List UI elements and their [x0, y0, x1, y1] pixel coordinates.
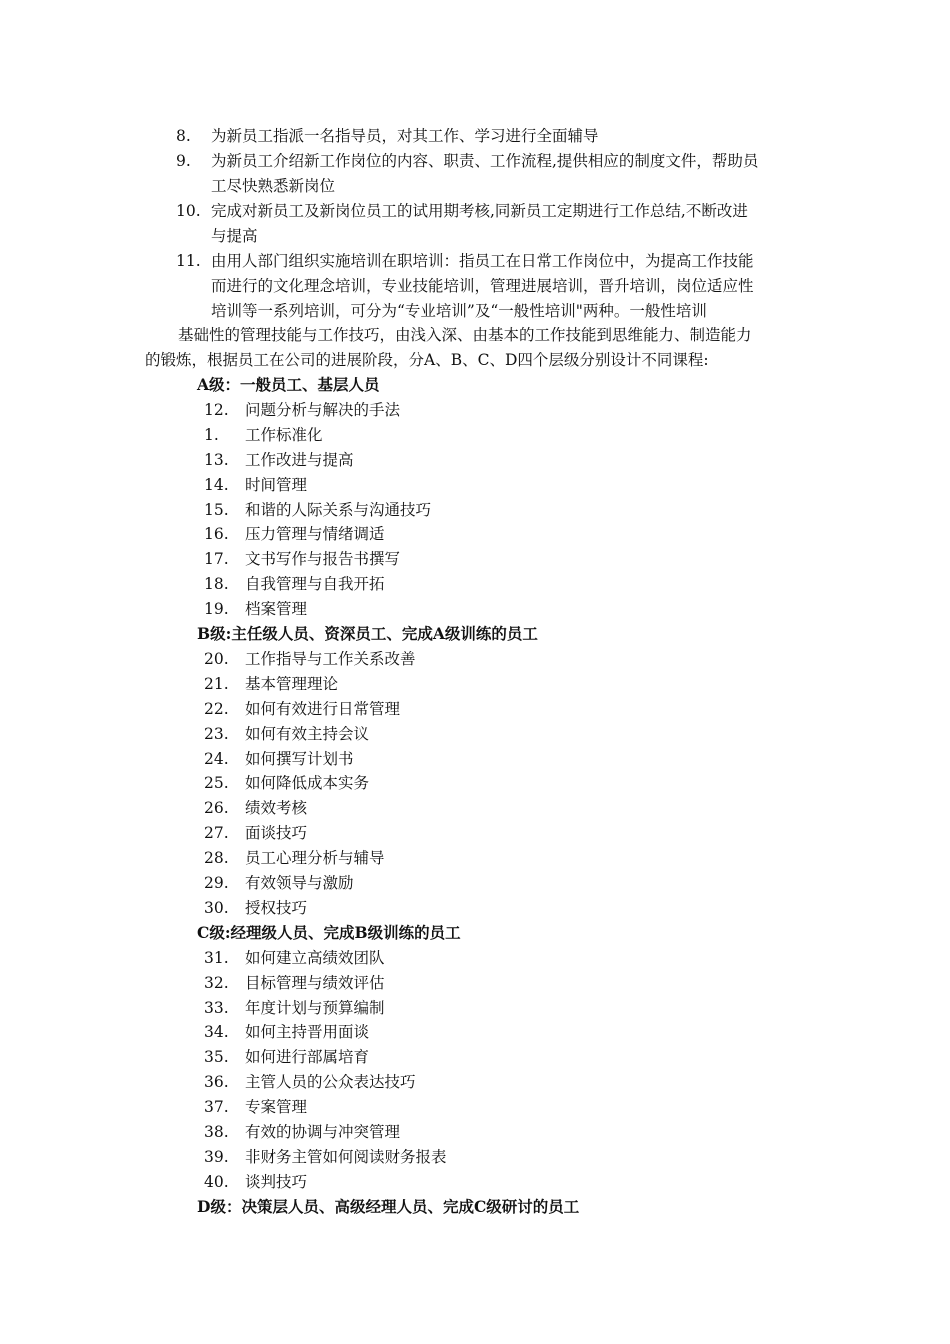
course-item: 主管人员的公众表达技巧 [245, 1073, 416, 1092]
body-paragraph-line: 基础性的管理技能与工作技巧，由浅入深、由基本的工作技能到思维能力、制造能力 [178, 326, 752, 344]
course-item: 非财务主管如何阅读财务报表 [245, 1147, 447, 1166]
list-item-text: 工尽快熟悉新岗位 [211, 177, 336, 195]
course-item: 和谐的人际关系与沟通技巧 [245, 500, 432, 519]
course-number: 24. [204, 749, 229, 768]
list-item-text: 完成对新员工及新岗位员工的试用期考核,同新员工定期进行工作总结,不断改进 [211, 202, 748, 220]
course-item: 如何降低成本实务 [245, 774, 370, 793]
course-number: 38. [204, 1123, 229, 1141]
course-item: 专案管理 [245, 1098, 308, 1117]
course-number: 37. [204, 1098, 229, 1117]
list-item-number: 11. [176, 252, 201, 270]
course-number: 25. [204, 774, 229, 793]
course-number: 19. [204, 600, 229, 619]
course-number: 14. [204, 475, 229, 494]
list-item-text: 与提高 [211, 227, 258, 245]
course-item: 如何撰写计划书 [245, 749, 354, 768]
course-item: 工作标准化 [245, 425, 323, 444]
course-number: 13. [204, 450, 229, 469]
course-number: 26. [204, 799, 229, 818]
course-number: 28. [204, 849, 229, 868]
course-item: 档案管理 [245, 600, 308, 619]
level-heading: D级：决策层人员、高级经理人员、完成C级研讨的员工 [197, 1196, 580, 1216]
course-item: 员工心理分析与辅导 [245, 849, 385, 868]
course-item: 如何有效主持会议 [245, 724, 370, 743]
course-number: 30. [204, 898, 229, 917]
course-item: 文书写作与报告书撰写 [245, 550, 401, 569]
course-item: 年度计划与预算编制 [245, 998, 385, 1017]
course-number: 32. [204, 973, 229, 992]
course-item: 如何建立高绩效团队 [245, 948, 385, 967]
list-item-text: 由用人部门组织实施培训在职培训：指员工在日常工作岗位中，为提高工作技能 [211, 252, 754, 270]
course-item: 面谈技巧 [245, 824, 308, 843]
course-number: 35. [204, 1048, 229, 1067]
course-item: 工作指导与工作关系改善 [245, 649, 416, 668]
list-item-text: 而进行的文化理念培训，专业技能培训，管理进展培训，晋升培训，岗位适应性 [211, 277, 754, 295]
course-item: 问题分析与解决的手法 [245, 400, 401, 419]
course-item: 绩效考核 [245, 799, 308, 818]
list-item-text: 培训等一系列培训，可分为“专业培训”及“一般性培训"两种。一般性培训 [211, 302, 707, 320]
course-number: 33. [204, 998, 229, 1017]
course-number: 22. [204, 699, 229, 718]
course-number: 27. [204, 824, 229, 843]
course-number: 34. [204, 1023, 229, 1042]
course-item: 压力管理与情绪调适 [245, 525, 385, 544]
level-heading: C级:经理级人员、完成B级训练的员工 [197, 922, 461, 942]
course-item: 自我管理与自我开拓 [245, 575, 385, 594]
list-item-number: 10. [176, 202, 201, 220]
course-item: 如何主持晋用面谈 [245, 1023, 370, 1042]
list-item-text: 为新员工指派一名指导员，对其工作、学习进行全面辅导 [211, 127, 599, 145]
course-number: 23. [204, 724, 229, 743]
course-item: 授权技巧 [245, 898, 308, 917]
course-item: 谈判技巧 [245, 1172, 308, 1191]
course-item: 时间管理 [245, 475, 308, 494]
course-number: 12. [204, 400, 229, 419]
course-item: 如何进行部属培育 [245, 1048, 370, 1067]
course-number: 18. [204, 575, 229, 594]
body-paragraph-line: 的锻炼，根据员工在公司的进展阶段，分A、B、C、D四个层级分别设计不同课程: [145, 351, 709, 369]
course-number: 40. [204, 1172, 229, 1191]
list-item-number: 9. [176, 152, 191, 170]
course-item: 工作改进与提高 [245, 450, 354, 469]
level-heading: A级：一般员工、基层人员 [197, 375, 380, 394]
course-number: 36. [204, 1073, 229, 1092]
list-item-number: 8. [176, 127, 191, 145]
course-number: 21. [204, 674, 229, 693]
course-number: 16. [204, 525, 229, 544]
course-item: 目标管理与绩效评估 [245, 973, 385, 992]
course-number: 29. [204, 874, 229, 892]
course-number: 1. [204, 425, 219, 444]
course-item: 有效领导与激励 [245, 874, 354, 892]
list-item-text: 为新员工介绍新工作岗位的内容、职责、工作流程,提供相应的制度文件，帮助员 [211, 152, 759, 170]
course-number: 17. [204, 550, 229, 569]
course-item: 如何有效进行日常管理 [245, 699, 401, 718]
level-heading: B级:主任级人员、资深员工、完成A级训练的员工 [197, 624, 538, 643]
course-item: 基本管理理论 [245, 674, 339, 693]
course-number: 39. [204, 1147, 229, 1166]
course-item: 有效的协调与冲突管理 [245, 1123, 401, 1141]
course-number: 31. [204, 948, 229, 967]
course-number: 20. [204, 649, 229, 668]
course-number: 15. [204, 500, 229, 519]
